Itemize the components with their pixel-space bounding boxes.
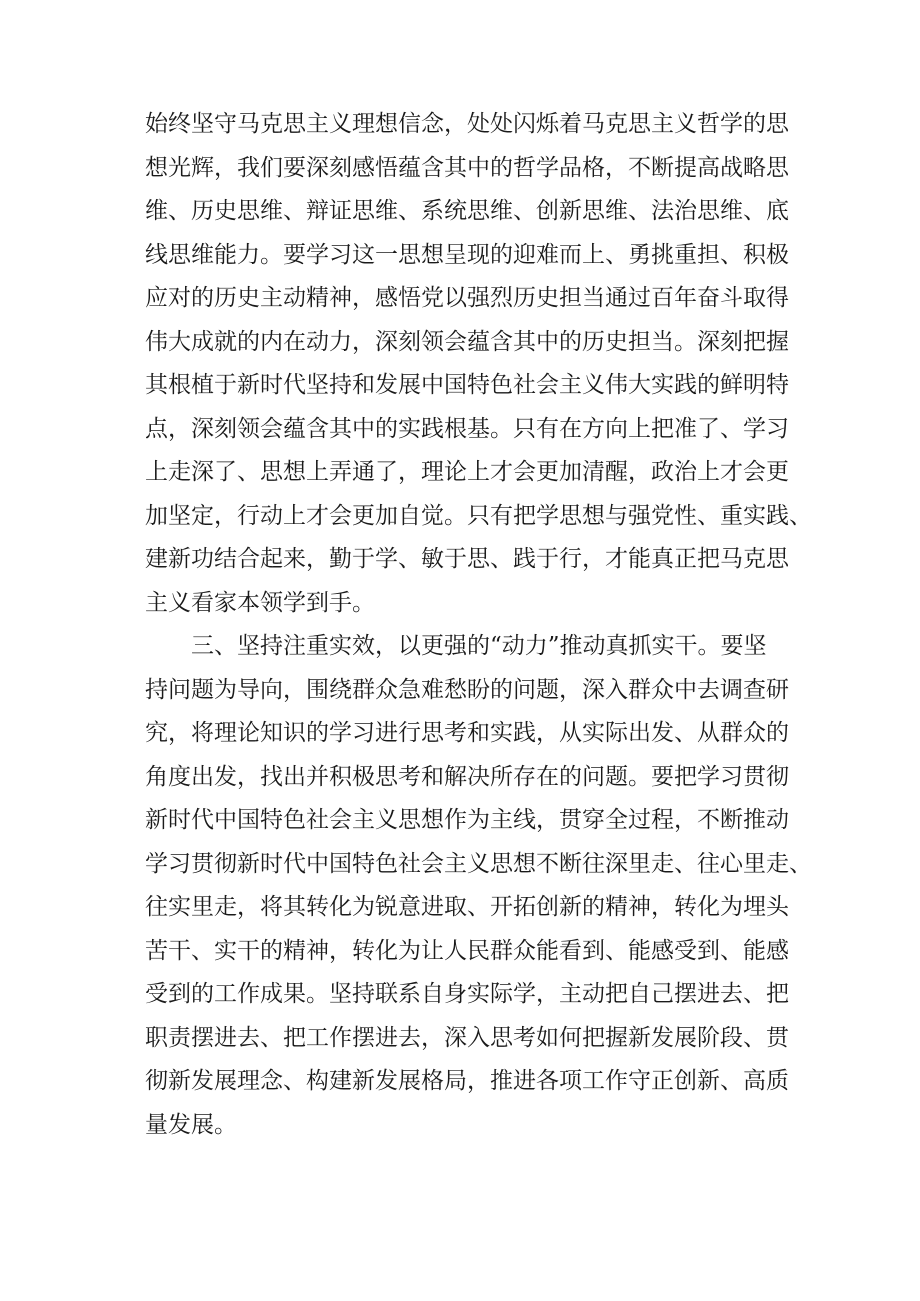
text-line: 伟大成就的内在动力，深刻领会蕴含其中的历史担当。深刻把握 [145, 328, 789, 355]
text-line: 主义看家本领学到手。 [145, 589, 375, 616]
text-line: 持问题为导向，围绕群众急难愁盼的问题，深入群众中去调查研 [145, 676, 789, 703]
text-line: 学习贯彻新时代中国特色社会主义思想不断往深里走、往心里走、 [145, 850, 812, 877]
paragraph-2 [145, 625, 812, 1147]
text-line: 想光辉，我们要深刻感悟蕴含其中的哲学品格，不断提高战略思 [145, 154, 789, 181]
text-line: 点，深刻领会蕴含其中的实践根基。只有在方向上把准了、学习 [145, 415, 789, 442]
text-line: 其根植于新时代坚持和发展中国特色社会主义伟大实践的鲜明特 [145, 372, 789, 398]
text-line: 建新功结合起来，勤于学、敏于思、践于行，才能真正把马克思 [145, 546, 789, 572]
text-line: 加坚定，行动上才会更加自觉。只有把学思想与强党性、重实践、 [145, 502, 812, 529]
text-line: 彻新发展理念、构建新发展格局，推进各项工作守正创新、高质 [145, 1068, 789, 1094]
paragraph-1 [145, 103, 812, 625]
text-line: 维、历史思维、辩证思维、系统思维、创新思维、法治思维、底 [145, 198, 789, 224]
text-line-indented: 三、坚持注重实效，以更强的“动力”推动真抓实干。要坚 [191, 633, 767, 659]
text-line: 量发展。 [145, 1111, 237, 1138]
body-text [145, 103, 812, 1147]
text-line: 新时代中国特色社会主义思想作为主线，贯穿全过程，不断推动 [145, 807, 789, 833]
text-line: 受到的工作成果。坚持联系自身实际学，主动把自己摆进去、把 [145, 981, 789, 1007]
text-line: 角度出发，找出并积极思考和解决所存在的问题。要把学习贯彻 [145, 763, 789, 790]
text-line: 始终坚守马克思主义理想信念，处处闪烁着马克思主义哲学的思 [145, 111, 789, 137]
text-line: 线思维能力。要学习这一思想呈现的迎难而上、勇挑重担、积极 [145, 241, 789, 268]
text-line: 苦干、实干的精神，转化为让人民群众能看到、能感受到、能感 [145, 937, 789, 964]
text-line: 往实里走，将其转化为锐意进取、开拓创新的精神，转化为埋头 [145, 894, 789, 920]
text-line: 应对的历史主动精神，感悟党以强烈历史担当通过百年奋斗取得 [145, 285, 789, 311]
text-line: 上走深了、思想上弄通了，理论上才会更加清醒，政治上才会更 [145, 459, 789, 485]
text-line: 职责摆进去、把工作摆进去，深入思考如何把握新发展阶段、贯 [145, 1024, 789, 1051]
text-line: 究，将理论知识的学习进行思考和实践，从实际出发、从群众的 [145, 720, 789, 746]
